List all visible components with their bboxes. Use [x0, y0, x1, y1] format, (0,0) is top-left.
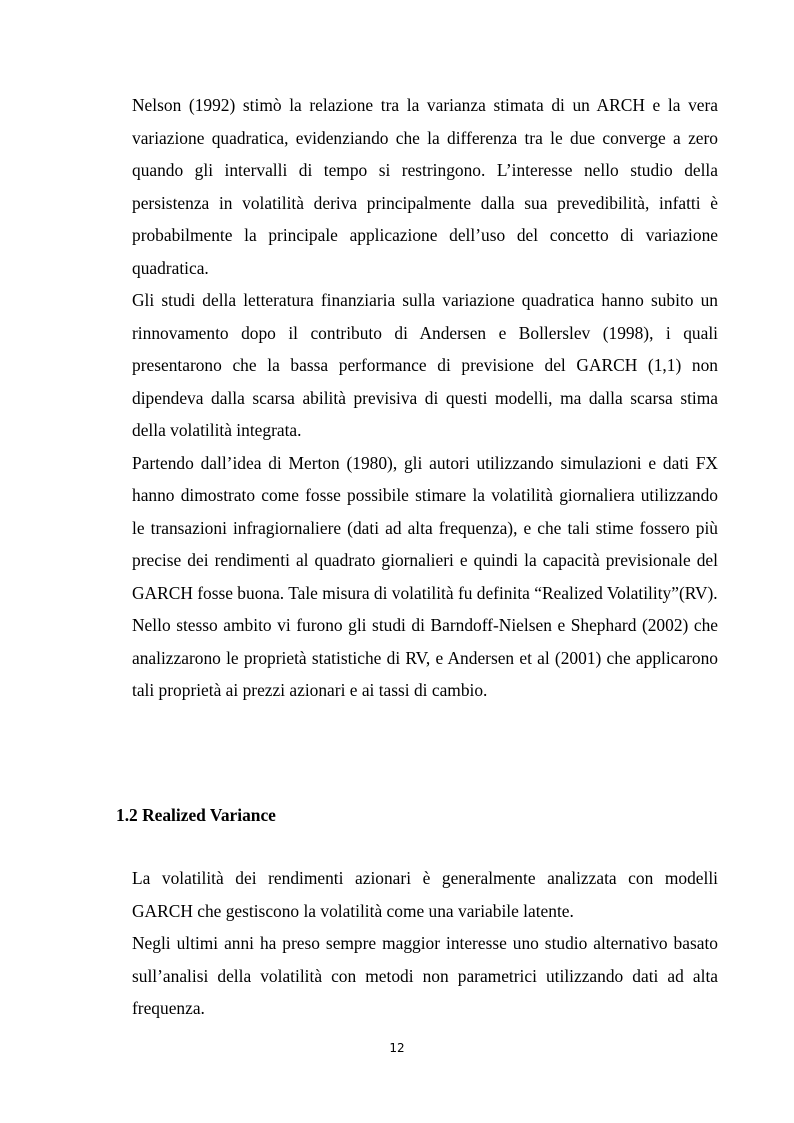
paragraph: Gli studi della letteratura finanziaria sulla variazione quadratica hanno subito un rinnovamento dopo il contributo di Andersen e Bollerslev (1998), i quali presentarono che la bassa performance di previsione del GARCH (1,1) non dipendeva dalla scarsa abilità previsiva di questi modelli, ma dalla scarsa stima della volatilità integrata.: [132, 290, 718, 440]
body-text-block: [132, 89, 718, 707]
body-text-block: [132, 862, 718, 1025]
paragraph: Nelson (1992) stimò la relazione tra la varianza stimata di un ARCH e la vera variazione quadratica, evidenziando che la differenza tra le due converge a zero quando gli intervalli di tempo si restringono. L’interesse nello studio della persistenza in volatilità deriva principalmente dalla sua prevedibilità, infatti è probabilmente la principale applicazione dell’uso del concetto di variazione quadratica.: [132, 95, 718, 278]
page-number: 12: [389, 1041, 405, 1055]
section-heading: 1.2 Realized Variance: [116, 805, 276, 825]
paragraph: Nello stesso ambito vi furono gli studi di Barndoff-Nielsen e Shephard (2002) che analizzarono le proprietà statistiche di RV, e Andersen et al (2001) che applicarono tali proprietà ai prezzi azionari e ai tassi di cambio.: [132, 615, 718, 700]
paragraph: La volatilità dei rendimenti azionari è generalmente analizzata con modelli GARCH che gestiscono la volatilità come una variabile latente.: [132, 868, 718, 921]
paragraph: Partendo dall’idea di Merton (1980), gli autori utilizzando simulazioni e dati FX hanno dimostrato come fosse possibile stimare la volatilità giornaliera utilizzando le transazioni infragiornaliere (dati ad alta frequenza), e che tali stime fossero più precise dei rendimenti al quadrato giornalieri e quindi la capacità previsionale del GARCH fosse buona. Tale misura di volatilità fu definita “Realized Volatility”(RV).: [132, 452, 718, 603]
paragraph: Negli ultimi anni ha preso sempre maggior interesse uno studio alternativo basato sull’analisi della volatilità con metodi non parametrici utilizzando dati ad alta frequenza.: [132, 933, 718, 1018]
